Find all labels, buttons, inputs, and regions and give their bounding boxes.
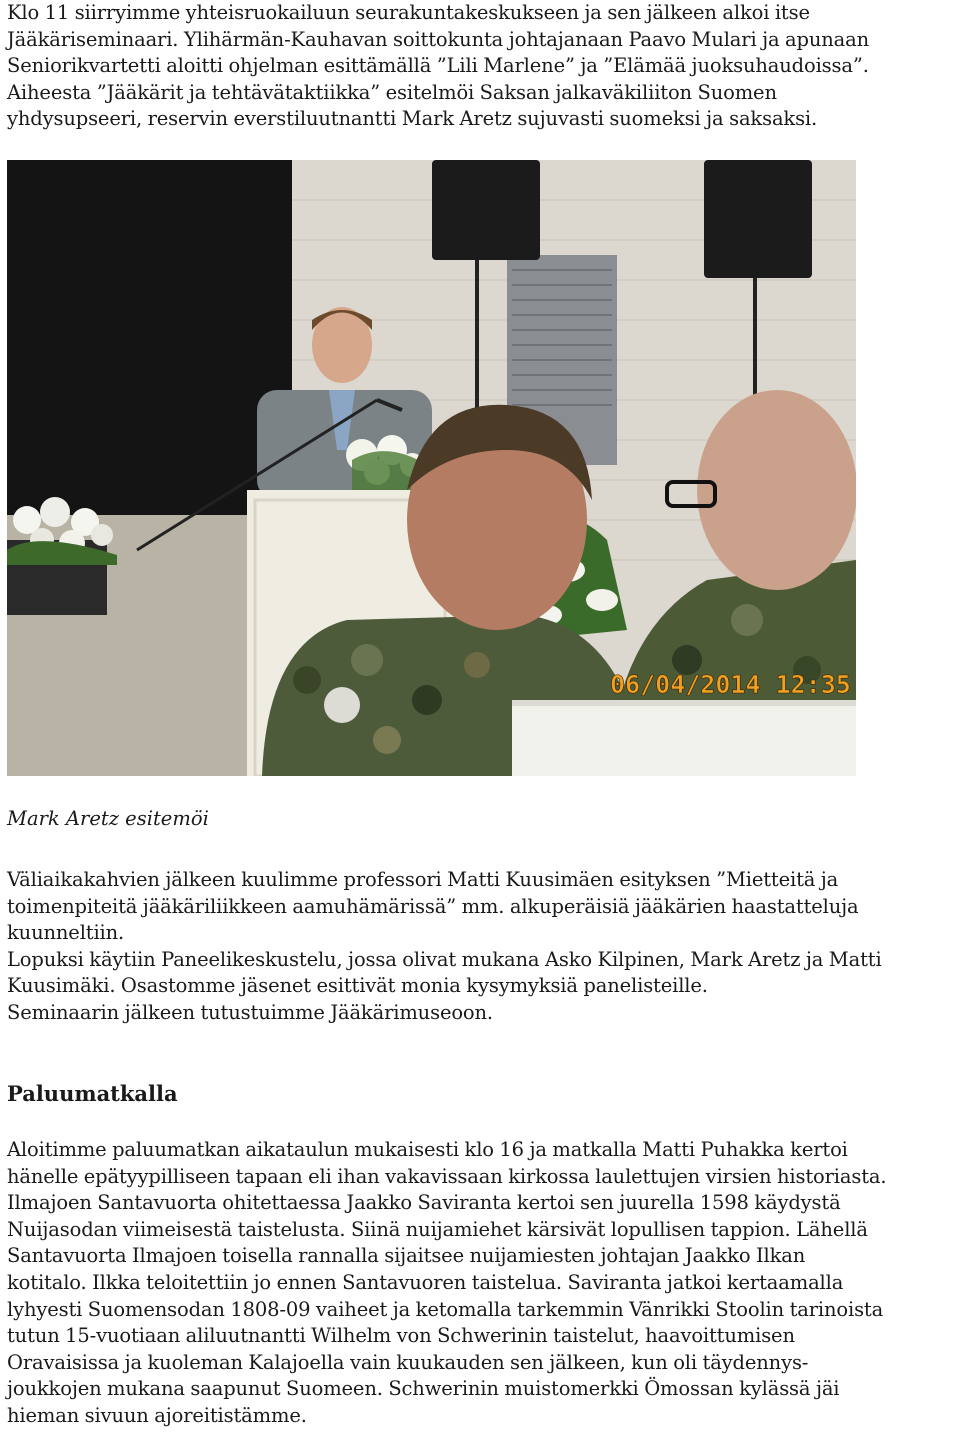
text-line: Santavuorta Ilmajoen toisella rannalla sijaitsee nuijamiesten johtajan Jaakko Ilkan	[7, 1244, 806, 1268]
seminar-photo-illustration	[7, 160, 856, 776]
return-paragraph	[7, 1137, 955, 1430]
text-line: Väliaikakahvien jälkeen kuulimme professori Matti Kuusimäen esityksen ”Mietteitä ja	[7, 868, 839, 891]
text-line: tutun 15-vuotiaan aliluutnantti Wilhelm von Schwerinin taistelut, haavoittumisen	[7, 1324, 795, 1348]
seminar-photo	[7, 160, 856, 776]
text-line: Seminaarin jälkeen tutustuimme Jääkärimuseoon.	[7, 1000, 493, 1024]
photo-caption: Mark Aretz esitemöi	[7, 807, 209, 830]
text-line: kotitalo. Ilkka teloitettiin jo ennen Santavuoren taistelua. Saviranta jatkoi kertaamalla	[7, 1270, 844, 1294]
text-line: Ilmajoen Santavuorta ohitettaessa Jaakko Saviranta kertoi sen juurella 1598 käydystä	[7, 1191, 841, 1215]
text-line: Kuusimäki. Osastomme jäsenet esittivät monia kysymyksiä panelisteille.	[7, 974, 708, 998]
text-line: joukkojen mukana saapunut Suomeen. Schwerinin muistomerkki Ömossan kylässä jäi	[7, 1377, 840, 1401]
seminar-paragraph	[7, 867, 955, 1027]
text-line: Klo 11 siirryimme yhteisruokailuun seurakuntakeskukseen ja sen jälkeen alkoi itse	[7, 1, 810, 24]
text-line: toimenpiteitä jääkäriliikkeen aamuhämärissä” mm. alkuperäisiä jääkärien haastatteluja	[7, 894, 859, 918]
text-line: Aiheesta ”Jääkärit ja tehtävätaktiikka” esitelmöi Saksan jalkaväkiliiton Suomen	[7, 80, 777, 104]
intro-paragraph	[7, 0, 955, 133]
text-line: hieman sivuun ajoreitistämme.	[7, 1403, 307, 1427]
text-line: lyhyesti Suomensodan 1808-09 vaiheet ja ketomalla tarkemmin Vänrikki Stoolin tarinoista	[7, 1297, 884, 1321]
text-line: hänelle epätyypilliseen tapaan eli ihan vakavissaan kirkossa laulettujen virsien historiasta.	[7, 1164, 887, 1188]
text-line: kuunneltiin.	[7, 921, 125, 945]
text-line: Jääkäriseminaari. Ylihärmän-Kauhavan soittokunta johtajanaan Paavo Mulari ja apunaan	[7, 27, 870, 51]
text-line: yhdysupseeri, reservin everstiluutnantti Mark Aretz sujuvasti suomeksi ja saksaksi.	[7, 107, 818, 131]
section-heading: Paluumatkalla	[7, 1081, 178, 1106]
text-line: Lopuksi käytiin Paneelikeskustelu, jossa olivat mukana Asko Kilpinen, Mark Aretz ja Matti	[7, 947, 882, 971]
photo-timestamp: 06/04/2014 12:35	[610, 670, 851, 699]
text-line: Seniorikvartetti aloitti ohjelman esittämällä ”Lili Marlene” ja ”Elämää juoksuhaudoissa”.	[7, 54, 869, 78]
text-line: Oravaisissa ja kuoleman Kalajoella vain kuukauden sen jälkeen, kun oli täydennys-	[7, 1350, 809, 1374]
text-line: Aloitimme paluumatkan aikataulun mukaisesti klo 16 ja matkalla Matti Puhakka kertoi	[7, 1138, 848, 1161]
text-line: Nuijasodan viimeisestä taistelusta. Siinä nuijamiehet kärsivät lopullisen tappion. Lähellä	[7, 1217, 868, 1241]
